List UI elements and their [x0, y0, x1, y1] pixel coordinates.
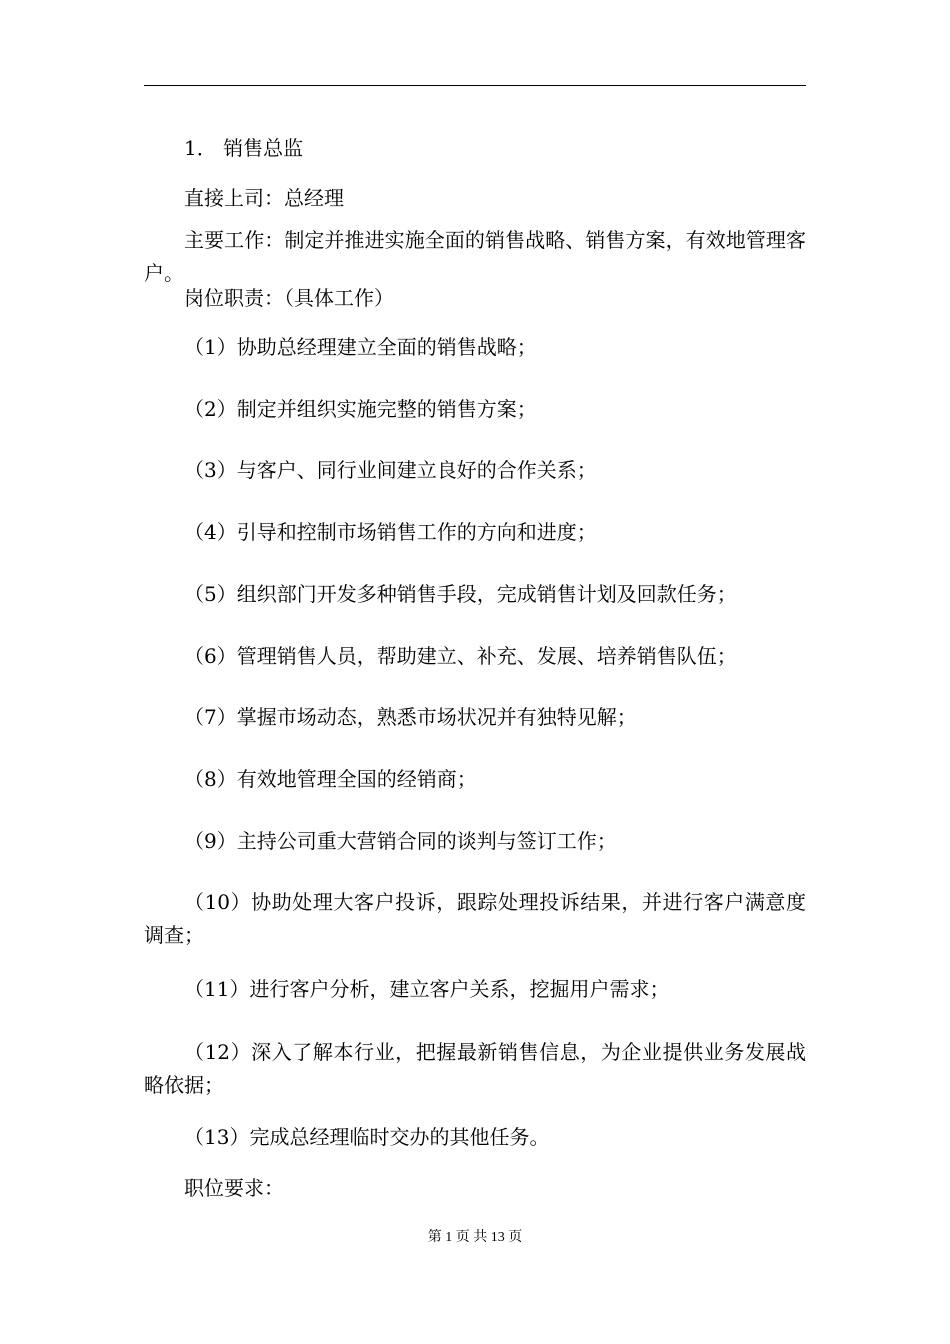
page-footer: 第 1 页 共 13 页 [427, 1230, 523, 1245]
main-work-paragraph: 主要工作：制定并推进实施全面的销售战略、销售方案，有效地管理客户。 [144, 228, 806, 285]
duty-item-10: （10）协助处理大客户投诉，跟踪处理投诉结果，并进行客户满意度调查； [144, 890, 806, 947]
duty-item-8: （8）有效地管理全国的经销商； [184, 767, 477, 791]
duty-item-13: （13）完成总经理临时交办的其他任务。 [184, 1125, 550, 1149]
duty-item-2: （2）制定并组织实施完整的销售方案； [184, 397, 537, 421]
duty-item-3: （3）与客户、同行业间建立良好的合作关系； [184, 458, 597, 482]
duty-item-5: （5）组织部门开发多种销售手段，完成销售计划及回款任务； [184, 582, 737, 606]
duty-item-9: （9）主持公司重大营销合同的谈判与签订工作； [184, 829, 617, 853]
header-rule [144, 85, 806, 86]
duty-item-6: （6）管理销售人员，帮助建立、补充、发展、培养销售队伍； [184, 644, 737, 668]
duty-item-1: （1）协助总经理建立全面的销售战略； [184, 335, 537, 359]
duty-item-7: （7）掌握市场动态，熟悉市场状况并有独特见解； [184, 705, 637, 729]
duty-item-12: （12）深入了解本行业，把握最新销售信息，为企业提供业务发展战略依据； [144, 1040, 806, 1097]
section-heading: 1． 销售总监 [184, 136, 304, 160]
requirements-heading: 职位要求： [184, 1176, 284, 1200]
supervisor-line: 直接上司：总经理 [184, 186, 344, 210]
duties-heading: 岗位职责：（具体工作） [184, 286, 394, 310]
duty-item-4: （4）引导和控制市场销售工作的方向和进度； [184, 520, 597, 544]
duty-item-11: （11）进行客户分析，建立客户关系，挖掘用户需求； [184, 977, 670, 1001]
